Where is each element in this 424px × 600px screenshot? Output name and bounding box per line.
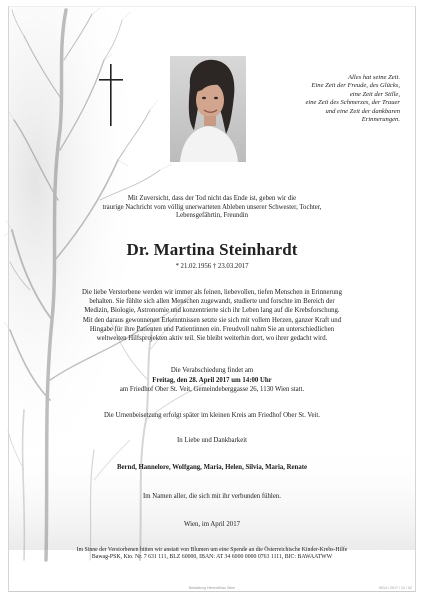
imprint-right: 0014 / 2017 / 12 / 02 (379, 586, 412, 590)
intro-line: Mit Zuversicht, dass der Tod nicht das Ende ist, geben wir die (127, 195, 297, 202)
biography-line: Mit den daraus gewonnenen Erkenntnissen setzte sie sich mit vollem Herzen, ganzer Kraft und (82, 316, 342, 324)
biography-line: Hingabe für ihre Patienten und Patientinnen ein. Freudvoll nahm Sie an unterschiedlichen (89, 325, 335, 333)
footer-line: Bawag-PSK, Kto. Nr. 7 631 111, BLZ 60000, IBAN: AT 34 6000 0000 0763 1111, BIC: BAWAATWW (91, 554, 333, 561)
cross-icon (96, 64, 126, 126)
poem-line: und eine Zeit der dankbaren (325, 107, 400, 115)
farewell-location: am Friedhof Ober St. Veit, Gemeindeberggasse 26, 1130 Wien statt. (119, 386, 305, 394)
intro-text (0, 195, 424, 221)
poem-line: Erinnerungen. (361, 116, 400, 124)
farewell-info (0, 366, 424, 395)
biography-line: Medizin, Biologie, Astronomie und konzentrierte sich ihr Leben lang auf die Krebsforschung. (84, 307, 340, 315)
mourners: Bernd, Hannelore, Wolfgang, Maria, Helen, Silvia, Maria, Renate (116, 464, 308, 471)
biography-text (0, 288, 424, 343)
intro-line: Lebensgefährtin, Freundin (175, 212, 249, 220)
life-dates: * 21.02.1956 † 23.03.2017 (175, 263, 249, 270)
biography-line: Die liebe Verstorbene werden wir immer als feinen, liebevollen, tiefen Menschen in Erinnerung (82, 289, 342, 296)
poem-line: eine Zeit des Schmerzes, der Trauer (305, 99, 400, 107)
farewell-datetime: Freitag, den 28. April 2017 um 14:00 Uhr (152, 376, 272, 384)
deceased-name: Dr. Martina Steinhardt (126, 240, 298, 259)
poem-line: eine Zeit der Stille, (349, 90, 400, 98)
imprint-center: Bestattung Himmelblau Wien (188, 586, 236, 590)
poem (250, 74, 400, 124)
love-line: In Liebe und Dankbarkeit (176, 437, 248, 444)
biography-line: weltweiten Hilfsprojekten aktiv teil. Sie bleibt weiterhin dort, wo ihrer gedacht wird. (96, 335, 328, 343)
portrait-photo (170, 56, 246, 162)
donation-footer (0, 547, 424, 562)
poem-line: Eine Zeit der Freude, des Glücks, (311, 82, 400, 90)
poem-line: Alles hat seine Zeit. (347, 74, 400, 81)
footer-line: Im Sinne der Verstorbenen bitten wir anstatt von Blumen um eine Spende an die Österreichische Kinder-Krebs-Hilfe (76, 547, 348, 553)
burial-note: Die Urnenbeisetzung erfolgt später im kleinen Kreis am Friedhof Ober St. Veit. (104, 412, 320, 419)
farewell-line: Die Verabschiedung findet am (170, 367, 254, 374)
intro-line: traurige Nachricht vom völlig unerwarteten Ableben unserer Schwester, Tochter, (102, 203, 322, 211)
biography-line: behalten. Sie fühlte sich allen Menschen zugewandt, studierte und forschte im Bereich der (89, 298, 335, 306)
bottom-imprint (8, 585, 416, 592)
place-date: Wien, im April 2017 (184, 521, 240, 528)
on-behalf-line: Im Namen aller, die sich mit ihr verbunden fühlen. (143, 493, 281, 500)
